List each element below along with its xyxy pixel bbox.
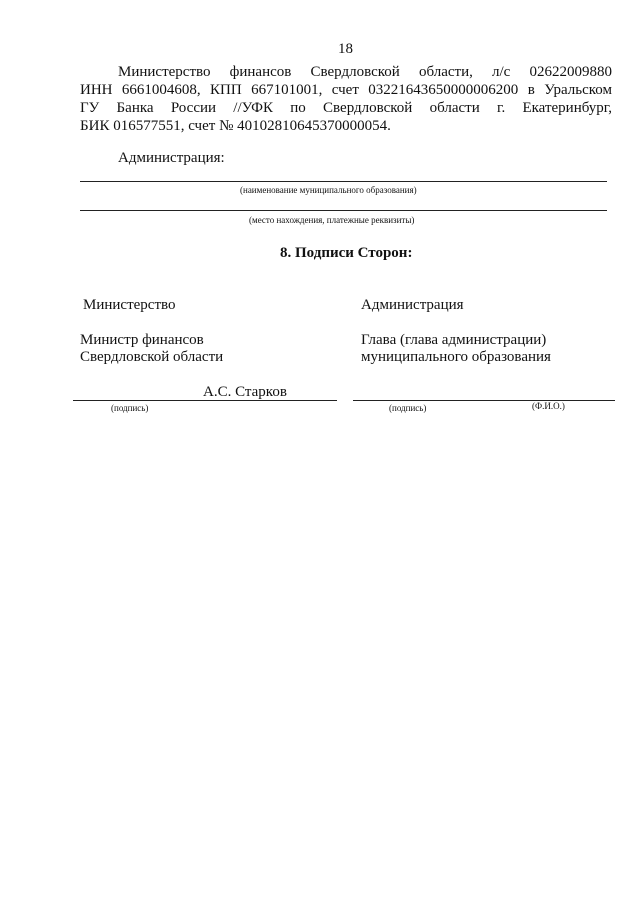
left-party: Министерство (83, 297, 176, 313)
right-position-line-1: Глава (глава администрации) (361, 332, 547, 348)
municipality-name-caption: (наименование муниципального образования) (240, 185, 417, 195)
left-position-line-1: Министр финансов (80, 332, 204, 348)
administration-label: Администрация: (118, 150, 225, 166)
right-signature-line (353, 400, 615, 401)
left-signer-name: А.С. Старков (203, 384, 287, 400)
location-caption: (место нахождения, платежные реквизиты) (249, 215, 415, 225)
right-name-caption: (Ф.И.О.) (532, 401, 565, 411)
left-signature-line (73, 400, 337, 401)
location-line (80, 210, 607, 211)
right-signature-caption: (подпись) (389, 403, 427, 413)
right-party: Администрация (361, 297, 464, 313)
left-position-line-2: Свердловской области (80, 349, 224, 365)
right-position-line-2: муниципального образования (361, 349, 551, 365)
section-heading: 8. Подписи Сторон: (280, 245, 413, 261)
requisites-line-1: Министерство финансов Свердловской области, л/с 02622009880 (118, 64, 612, 80)
municipality-name-line (80, 181, 607, 182)
requisites-line-2: ИНН 6661004608, КПП 667101001, счет 03221643650000006200 в Уральском (80, 82, 612, 98)
requisites-line-3: ГУ Банка России //УФК по Свердловской области г. Екатеринбург, (80, 100, 612, 116)
page-number: 18 (338, 41, 353, 57)
requisites-line-4: БИК 016577551, счет № 40102810645370000054. (80, 118, 391, 134)
left-signature-caption: (подпись) (111, 403, 149, 413)
